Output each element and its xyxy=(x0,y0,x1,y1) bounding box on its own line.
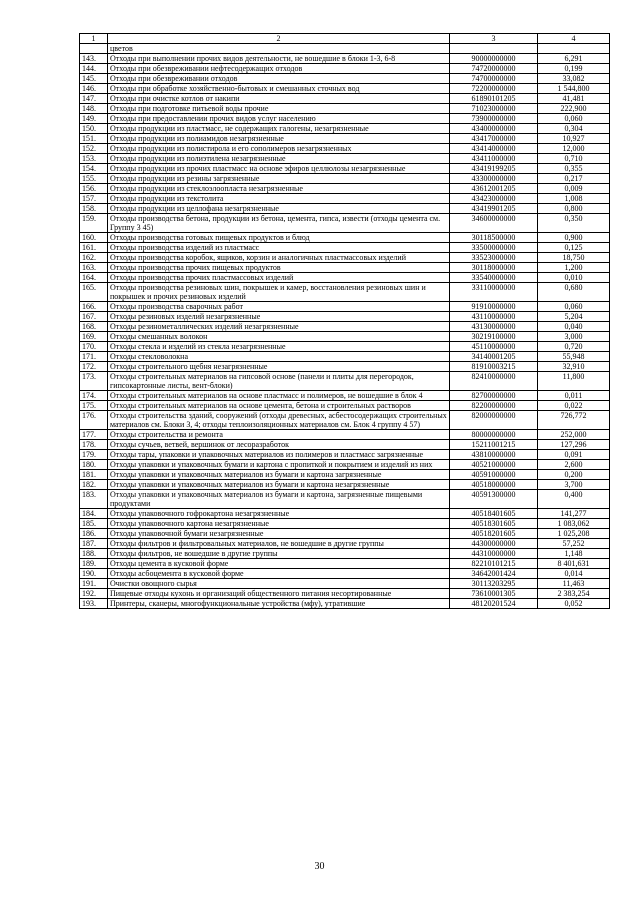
waste-name: Отходы продукции из резины загрязненные xyxy=(108,174,450,184)
waste-amount: 0,217 xyxy=(538,174,610,184)
header-col-4: 4 xyxy=(538,34,610,44)
waste-code: 90000000000 xyxy=(450,54,538,64)
table-row xyxy=(80,114,610,124)
waste-name: Отходы стекловолокна xyxy=(108,352,450,362)
waste-amount: 222,900 xyxy=(538,104,610,114)
waste-code: 82700000000 xyxy=(450,391,538,401)
table-row xyxy=(80,391,610,401)
table-row xyxy=(80,460,610,470)
waste-name: Отходы упаковки и упаковочных материалов из бумаги и картона загрязненные xyxy=(108,470,450,480)
table-row xyxy=(80,440,610,450)
waste-name: Отходы продукции из полиэтилена незагрязненные xyxy=(108,154,450,164)
row-number: 146. xyxy=(80,84,108,94)
waste-amount: 11,463 xyxy=(538,579,610,589)
waste-amount: 0,091 xyxy=(538,450,610,460)
waste-name: Отходы продукции из целлофана незагрязненные xyxy=(108,204,450,214)
waste-code: 33540000000 xyxy=(450,273,538,283)
table-row xyxy=(80,283,610,302)
waste-code xyxy=(450,44,538,54)
waste-name: Отходы производства резиновых шин, покрышек и камер, восстановления резиновых шин и покрышек и прочих резиновых изделий xyxy=(108,283,450,302)
waste-code: 43300000000 xyxy=(450,174,538,184)
page-number: 30 xyxy=(314,861,325,872)
table-row xyxy=(80,430,610,440)
row-number: 171. xyxy=(80,352,108,362)
waste-name: Отходы цемента в кусковой форме xyxy=(108,559,450,569)
row-number: 167. xyxy=(80,312,108,322)
table-row xyxy=(80,243,610,253)
row-number: 147. xyxy=(80,94,108,104)
waste-name: Отходы производства прочих пищевых продуктов xyxy=(108,263,450,273)
waste-name: Пищевые отходы кухонь и организаций общественного питания несортированные xyxy=(108,589,450,599)
waste-amount: 5,204 xyxy=(538,312,610,322)
waste-amount: 41,481 xyxy=(538,94,610,104)
row-number: 172. xyxy=(80,362,108,372)
waste-amount: 0,060 xyxy=(538,302,610,312)
row-number: 191. xyxy=(80,579,108,589)
row-number: 161. xyxy=(80,243,108,253)
waste-code: 30113203295 xyxy=(450,579,538,589)
table-row xyxy=(80,579,610,589)
row-number: 160. xyxy=(80,233,108,243)
waste-code: 43414000000 xyxy=(450,144,538,154)
row-number: 175. xyxy=(80,401,108,411)
waste-name: Отходы упаковочного гофрокартона незагрязненные xyxy=(108,509,450,519)
row-number xyxy=(80,44,108,54)
waste-amount xyxy=(538,44,610,54)
waste-amount: 0,800 xyxy=(538,204,610,214)
waste-name: Отходы продукции из полиамидов незагрязненные xyxy=(108,134,450,144)
row-number: 176. xyxy=(80,411,108,430)
waste-amount: 252,000 xyxy=(538,430,610,440)
waste-code: 82000000000 xyxy=(450,411,538,430)
row-number: 150. xyxy=(80,124,108,134)
waste-name: Отходы производства прочих пластмассовых изделий xyxy=(108,273,450,283)
table-row xyxy=(80,233,610,243)
waste-amount: 0,400 xyxy=(538,490,610,509)
waste-code: 43417000000 xyxy=(450,134,538,144)
waste-code: 40518301605 xyxy=(450,519,538,529)
waste-name: Отходы фильтров и фильтровальных материалов, не вошедшие в другие группы xyxy=(108,539,450,549)
waste-code: 40518401605 xyxy=(450,509,538,519)
waste-code: 72200000000 xyxy=(450,84,538,94)
row-number: 188. xyxy=(80,549,108,559)
table-row xyxy=(80,322,610,332)
waste-code: 71023000000 xyxy=(450,104,538,114)
waste-code: 34642001424 xyxy=(450,569,538,579)
waste-code: 40518201605 xyxy=(450,529,538,539)
waste-name: Отходы строительства зданий, сооружений (отходы древесных, асбестосодержащих строительных материалов см. Блоки 3, 4; отходы теплоизоляционных материалов см. Блок 4 группу 4 57) xyxy=(108,411,450,430)
row-number: 164. xyxy=(80,273,108,283)
waste-code: 74720000000 xyxy=(450,64,538,74)
table-row xyxy=(80,44,610,54)
table-row xyxy=(80,104,610,114)
waste-amount: 127,296 xyxy=(538,440,610,450)
waste-name: Отходы строительных материалов на гипсовой основе (панели и плиты для перегородок, гипсокартонные листы, вент-блоки) xyxy=(108,372,450,391)
table-row xyxy=(80,124,610,134)
waste-code: 33523000000 xyxy=(450,253,538,263)
row-number: 186. xyxy=(80,529,108,539)
table-row xyxy=(80,263,610,273)
waste-code: 34600000000 xyxy=(450,214,538,233)
table-row xyxy=(80,64,610,74)
table-row xyxy=(80,549,610,559)
table-header-row xyxy=(80,34,610,44)
row-number: 183. xyxy=(80,490,108,509)
waste-code: 73900000000 xyxy=(450,114,538,124)
row-number: 157. xyxy=(80,194,108,204)
row-number: 180. xyxy=(80,460,108,470)
waste-table xyxy=(79,33,610,609)
waste-name: Отходы при обработке хозяйственно-бытовых и смешанных сточных вод xyxy=(108,84,450,94)
waste-name: Отходы упаковки и упаковочных материалов из бумаги и картона, загрязненные пищевыми продуктами xyxy=(108,490,450,509)
table-row xyxy=(80,184,610,194)
waste-amount: 141,277 xyxy=(538,509,610,519)
row-number: 193. xyxy=(80,599,108,609)
row-number: 145. xyxy=(80,74,108,84)
waste-amount: 3,700 xyxy=(538,480,610,490)
table-row xyxy=(80,54,610,64)
waste-amount: 0,011 xyxy=(538,391,610,401)
table-row xyxy=(80,74,610,84)
row-number: 143. xyxy=(80,54,108,64)
waste-code: 48120201524 xyxy=(450,599,538,609)
waste-amount: 0,014 xyxy=(538,569,610,579)
waste-amount: 0,052 xyxy=(538,599,610,609)
row-number: 187. xyxy=(80,539,108,549)
waste-name: Отходы при обезвреживании нефтесодержащих отходов xyxy=(108,64,450,74)
waste-name: Отходы продукции из полистирола и его сополимеров незагрязненных xyxy=(108,144,450,154)
waste-name: Очистки овощного сырья xyxy=(108,579,450,589)
waste-code: 40591000000 xyxy=(450,470,538,480)
waste-amount: 2,600 xyxy=(538,460,610,470)
waste-amount: 11,800 xyxy=(538,372,610,391)
table-row xyxy=(80,273,610,283)
waste-code: 40521000000 xyxy=(450,460,538,470)
table-row xyxy=(80,509,610,519)
waste-amount: 726,772 xyxy=(538,411,610,430)
waste-name: Отходы продукции из стеклоэлоопласта незагрязненные xyxy=(108,184,450,194)
row-number: 148. xyxy=(80,104,108,114)
waste-name: Отходы производства бетона, продукции из бетона, цемента, гипса, извести (отходы цемента см. Группу 3 45) xyxy=(108,214,450,233)
row-number: 153. xyxy=(80,154,108,164)
header-col-1: 1 xyxy=(80,34,108,44)
table-row xyxy=(80,312,610,322)
waste-amount: 0,009 xyxy=(538,184,610,194)
waste-amount: 12,000 xyxy=(538,144,610,154)
waste-code: 30219100000 xyxy=(450,332,538,342)
waste-code: 43810000000 xyxy=(450,450,538,460)
waste-name: Отходы продукции из текстолита xyxy=(108,194,450,204)
table-row xyxy=(80,559,610,569)
waste-name: Отходы строительства и ремонта xyxy=(108,430,450,440)
waste-amount: 0,200 xyxy=(538,470,610,480)
table-body xyxy=(80,44,610,609)
row-number: 190. xyxy=(80,569,108,579)
row-number: 178. xyxy=(80,440,108,450)
table-row xyxy=(80,84,610,94)
waste-amount: 1 083,062 xyxy=(538,519,610,529)
waste-code: 74700000000 xyxy=(450,74,538,84)
table-row xyxy=(80,302,610,312)
table-row xyxy=(80,539,610,549)
waste-amount: 0,900 xyxy=(538,233,610,243)
waste-name: Отходы при очистке котлов от накипи xyxy=(108,94,450,104)
header-col-3: 3 xyxy=(450,34,538,44)
row-number: 166. xyxy=(80,302,108,312)
waste-amount: 0,060 xyxy=(538,114,610,124)
table-row xyxy=(80,214,610,233)
waste-amount: 57,252 xyxy=(538,539,610,549)
row-number: 169. xyxy=(80,332,108,342)
waste-name: Отходы производства сварочных работ xyxy=(108,302,450,312)
header-col-2: 2 xyxy=(108,34,450,44)
waste-code: 15211001215 xyxy=(450,440,538,450)
row-number: 156. xyxy=(80,184,108,194)
waste-code: 43612001205 xyxy=(450,184,538,194)
waste-name: Отходы при выполнении прочих видов деятельности, не вошедшие в блоки 1-3, 6-8 xyxy=(108,54,450,64)
table-row xyxy=(80,529,610,539)
waste-amount: 0,125 xyxy=(538,243,610,253)
waste-code: 34140001205 xyxy=(450,352,538,362)
table-row xyxy=(80,154,610,164)
waste-amount: 2 383,254 xyxy=(538,589,610,599)
row-number: 184. xyxy=(80,509,108,519)
waste-code: 61890101205 xyxy=(450,94,538,104)
waste-name: цветов xyxy=(108,44,450,54)
waste-code: 33110000000 xyxy=(450,283,538,302)
waste-name: Отходы смешанных волокон xyxy=(108,332,450,342)
table-row xyxy=(80,480,610,490)
waste-name: Отходы упаковочного картона незагрязненные xyxy=(108,519,450,529)
waste-name: Отходы строительных материалов на основе пластмасс и полимеров, не вошедшие в блок 4 xyxy=(108,391,450,401)
waste-code: 45110000000 xyxy=(450,342,538,352)
waste-name: Отходы резиновых изделий незагрязненные xyxy=(108,312,450,322)
row-number: 158. xyxy=(80,204,108,214)
waste-name: Отходы упаковки и упаковочных бумаги и картона с пропиткой и покрытием и изделий из них xyxy=(108,460,450,470)
row-number: 170. xyxy=(80,342,108,352)
waste-amount: 0,350 xyxy=(538,214,610,233)
waste-code: 91910000000 xyxy=(450,302,538,312)
waste-code: 30118000000 xyxy=(450,263,538,273)
waste-amount: 1,008 xyxy=(538,194,610,204)
waste-name: Отходы фильтров, не вошедшие в другие группы xyxy=(108,549,450,559)
waste-code: 40518000000 xyxy=(450,480,538,490)
waste-name: Отходы упаковки и упаковочных материалов из бумаги и картона незагрязненные xyxy=(108,480,450,490)
waste-code: 43419199205 xyxy=(450,164,538,174)
waste-amount: 3,000 xyxy=(538,332,610,342)
row-number: 165. xyxy=(80,283,108,302)
table-row xyxy=(80,134,610,144)
table-row xyxy=(80,194,610,204)
waste-code: 82210101215 xyxy=(450,559,538,569)
waste-amount: 32,910 xyxy=(538,362,610,372)
waste-name: Отходы стекла и изделий из стекла незагрязненные xyxy=(108,342,450,352)
waste-name: Отходы сучьев, ветвей, вершинок от лесоразработок xyxy=(108,440,450,450)
waste-amount: 18,750 xyxy=(538,253,610,263)
waste-code: 40591300000 xyxy=(450,490,538,509)
waste-amount: 33,082 xyxy=(538,74,610,84)
row-number: 163. xyxy=(80,263,108,273)
table-row xyxy=(80,450,610,460)
waste-name: Отходы при подготовке питьевой воды прочие xyxy=(108,104,450,114)
waste-amount: 6,291 xyxy=(538,54,610,64)
row-number: 162. xyxy=(80,253,108,263)
waste-name: Отходы асбоцемента в кусковой форме xyxy=(108,569,450,579)
waste-name: Отходы резинометаллических изделий незагрязненные xyxy=(108,322,450,332)
waste-code: 43400000000 xyxy=(450,124,538,134)
row-number: 159. xyxy=(80,214,108,233)
waste-amount: 8 401,631 xyxy=(538,559,610,569)
waste-name: Отходы тары, упаковки и упаковочных материалов из полимеров и пластмасс загрязненные xyxy=(108,450,450,460)
table-row xyxy=(80,352,610,362)
waste-amount: 0,040 xyxy=(538,322,610,332)
row-number: 152. xyxy=(80,144,108,154)
waste-amount: 10,927 xyxy=(538,134,610,144)
waste-code: 81910003215 xyxy=(450,362,538,372)
waste-code: 30118500000 xyxy=(450,233,538,243)
table-row xyxy=(80,342,610,352)
waste-amount: 0,010 xyxy=(538,273,610,283)
waste-name: Отходы продукции из пластмасс, не содержащих галогены, незагрязненные xyxy=(108,124,450,134)
row-number: 189. xyxy=(80,559,108,569)
waste-code: 44310000000 xyxy=(450,549,538,559)
row-number: 149. xyxy=(80,114,108,124)
table-row xyxy=(80,253,610,263)
waste-code: 43419901205 xyxy=(450,204,538,214)
waste-code: 44300000000 xyxy=(450,539,538,549)
table-row xyxy=(80,569,610,579)
waste-code: 33500000000 xyxy=(450,243,538,253)
waste-amount: 55,948 xyxy=(538,352,610,362)
row-number: 179. xyxy=(80,450,108,460)
waste-amount: 0,022 xyxy=(538,401,610,411)
row-number: 155. xyxy=(80,174,108,184)
row-number: 174. xyxy=(80,391,108,401)
waste-code: 43130000000 xyxy=(450,322,538,332)
waste-name: Отходы упаковочной бумаги незагрязненные xyxy=(108,529,450,539)
waste-code: 43110000000 xyxy=(450,312,538,322)
row-number: 181. xyxy=(80,470,108,480)
table-row xyxy=(80,599,610,609)
waste-amount: 0,355 xyxy=(538,164,610,174)
waste-amount: 0,199 xyxy=(538,64,610,74)
table-row xyxy=(80,519,610,529)
waste-code: 82410000000 xyxy=(450,372,538,391)
row-number: 177. xyxy=(80,430,108,440)
table-row xyxy=(80,94,610,104)
waste-name: Отходы производства изделий из пластмасс xyxy=(108,243,450,253)
table-row xyxy=(80,401,610,411)
row-number: 182. xyxy=(80,480,108,490)
waste-amount: 1 025,208 xyxy=(538,529,610,539)
waste-amount: 0,304 xyxy=(538,124,610,134)
waste-code: 82200000000 xyxy=(450,401,538,411)
waste-code: 73610001305 xyxy=(450,589,538,599)
waste-name: Отходы производства готовых пищевых продуктов и блюд xyxy=(108,233,450,243)
waste-name: Отходы при предоставлении прочих видов услуг населению xyxy=(108,114,450,124)
table-row xyxy=(80,144,610,154)
waste-name: Отходы при обезвреживании отходов xyxy=(108,74,450,84)
table-row xyxy=(80,204,610,214)
row-number: 154. xyxy=(80,164,108,174)
table-row xyxy=(80,411,610,430)
waste-name: Отходы производства коробок, ящиков, корзин и аналогичных пластмассовых изделий xyxy=(108,253,450,263)
table-row xyxy=(80,164,610,174)
waste-name: Отходы строительного щебня незагрязненные xyxy=(108,362,450,372)
waste-code: 80000000000 xyxy=(450,430,538,440)
waste-name: Отходы продукции из прочих пластмасс на основе эфиров целлюлозы незагрязненные xyxy=(108,164,450,174)
row-number: 173. xyxy=(80,372,108,391)
waste-name: Отходы строительных материалов на основе цемента, бетона и строительных растворов xyxy=(108,401,450,411)
waste-amount: 0,680 xyxy=(538,283,610,302)
waste-code: 43411000000 xyxy=(450,154,538,164)
row-number: 185. xyxy=(80,519,108,529)
row-number: 151. xyxy=(80,134,108,144)
waste-amount: 0,720 xyxy=(538,342,610,352)
waste-amount: 1,148 xyxy=(538,549,610,559)
waste-amount: 0,710 xyxy=(538,154,610,164)
table-row xyxy=(80,589,610,599)
waste-code: 43423000000 xyxy=(450,194,538,204)
row-number: 144. xyxy=(80,64,108,74)
waste-amount: 1,200 xyxy=(538,263,610,273)
table-row xyxy=(80,372,610,391)
row-number: 168. xyxy=(80,322,108,332)
table-row xyxy=(80,490,610,509)
waste-name: Принтеры, сканеры, многофункциональные устройства (мфу), утратившие xyxy=(108,599,450,609)
table-row xyxy=(80,362,610,372)
waste-amount: 1 544,800 xyxy=(538,84,610,94)
row-number: 192. xyxy=(80,589,108,599)
table-row xyxy=(80,174,610,184)
table-row xyxy=(80,332,610,342)
table-row xyxy=(80,470,610,480)
